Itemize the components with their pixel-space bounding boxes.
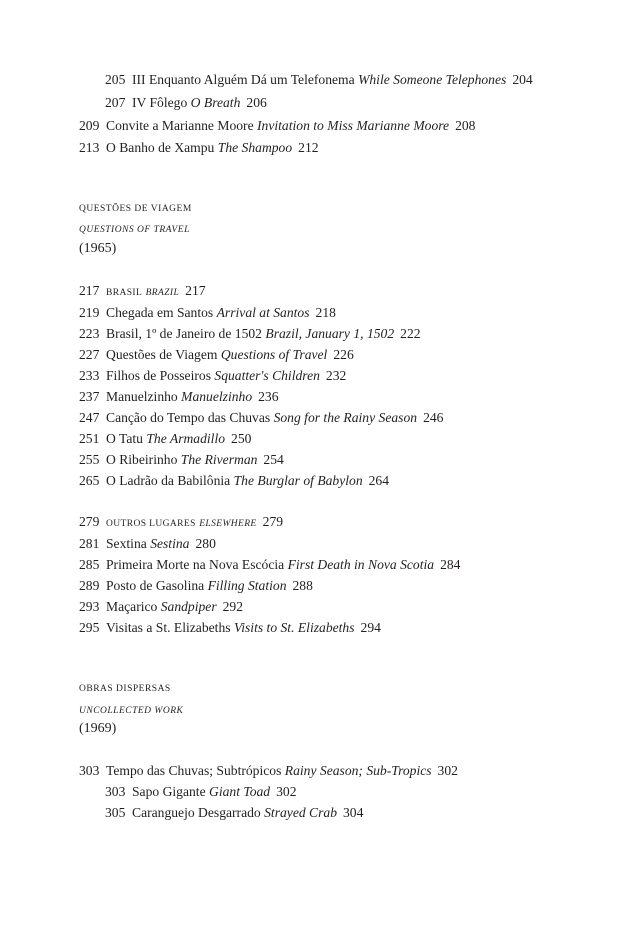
entry-page-en: 250 (231, 431, 252, 446)
entry-title-pt: Primeira Morte na Nova Escócia (106, 557, 285, 572)
toc-entry (79, 409, 443, 427)
entry-page-pt: 227 (79, 347, 100, 362)
entry-title-en: Rainy Season; Sub-Tropics (284, 763, 432, 778)
entry-page-en: 222 (400, 326, 421, 341)
entry-title-en: Sestina (150, 536, 190, 551)
entry-page-pt: 295 (79, 620, 100, 635)
entry-title-en: Strayed Crab (264, 805, 337, 820)
entry-title-en: Invitation to Miss Marianne Moore (257, 118, 450, 133)
entry-title-pt: III Enquanto Alguém Dá um Telefonema (132, 72, 355, 87)
entry-title-pt: Tempo das Chuvas; Subtrópicos (106, 763, 282, 778)
entry-page-pt: 293 (79, 599, 100, 614)
section-year: (1969) (79, 721, 117, 736)
toc-subsection (79, 513, 283, 533)
entry-page-en: 246 (423, 410, 444, 425)
entry-page-pt: 251 (79, 431, 100, 446)
entry-page-en: 212 (298, 140, 319, 155)
toc-entry (79, 556, 460, 574)
entry-page-en: 206 (246, 95, 267, 110)
toc-entry (79, 535, 216, 553)
entry-title-en: First Death in Nova Scotia (287, 557, 435, 572)
section-title-pt: QUESTÕES DE VIAGEM (79, 204, 192, 214)
entry-page-pt: 281 (79, 536, 100, 551)
subsection-page-pt: 217 (79, 283, 100, 298)
entry-title-pt: Visitas a St. Elizabeths (106, 620, 231, 635)
subsection-page-pt: 279 (79, 514, 100, 529)
entry-title-en: The Riverman (180, 452, 258, 467)
entry-title-pt: Caranguejo Desgarrado (132, 805, 261, 820)
entry-page-pt: 247 (79, 410, 100, 425)
entry-title-pt: Questões de Viagem (106, 347, 218, 362)
entry-title-pt: Manuelzinho (106, 389, 178, 404)
toc-entry (79, 388, 279, 406)
section-title-pt: OBRAS DISPERSAS (79, 684, 171, 694)
section-year: (1965) (79, 241, 117, 256)
toc-entry (79, 304, 336, 322)
entry-title-pt: Maçarico (106, 599, 158, 614)
toc-entry (79, 598, 243, 616)
toc-entry (105, 783, 297, 801)
entry-title-pt: Sapo Gigante (132, 784, 206, 799)
toc-entry (79, 430, 251, 448)
entry-page-en: 232 (325, 368, 347, 383)
entry-page-en: 204 (512, 72, 533, 87)
section-title-en: QUESTIONS OF TRAVEL (79, 225, 190, 235)
toc-entry (79, 619, 381, 637)
toc-entry (105, 94, 267, 112)
entry-page-pt: 305 (105, 805, 126, 820)
entry-title-pt: O Ribeirinho (106, 452, 178, 467)
entry-title-pt: IV Fôlego (132, 95, 188, 110)
toc-entry (79, 762, 458, 780)
entry-page-en: 284 (440, 557, 461, 572)
entry-page-en: 226 (333, 347, 354, 362)
entry-page-en: 254 (263, 452, 284, 467)
entry-title-pt: O Tatu (106, 431, 143, 446)
entry-page-en: 208 (455, 118, 476, 133)
toc-entry (105, 804, 363, 822)
entry-title-pt: Filhos de Posseiros (106, 368, 211, 383)
toc-entry (79, 117, 475, 135)
entry-page-pt: 209 (79, 118, 100, 133)
entry-page-en: 264 (368, 473, 390, 488)
section-title-en: UNCOLLECTED WORK (79, 706, 184, 716)
toc-entry (79, 346, 354, 364)
toc-entry (79, 325, 421, 343)
entry-title-en: The Armadillo (146, 431, 226, 446)
toc-subsection (79, 282, 206, 302)
subsection-title-en: ELSEWHERE (199, 519, 257, 529)
entry-title-pt: O Banho de Xampu (106, 140, 215, 155)
entry-title-en: Sandpiper (160, 599, 217, 614)
entry-page-pt: 233 (79, 368, 100, 383)
entry-title-en: The Shampoo (217, 140, 293, 155)
entry-page-en: 280 (195, 536, 216, 551)
entry-page-pt: 265 (79, 473, 100, 488)
entry-title-en: Visits to St. Elizabeths (233, 620, 355, 635)
entry-page-pt: 285 (79, 557, 100, 572)
entry-title-en: Manuelzinho (181, 389, 253, 404)
toc-entry (105, 71, 533, 89)
toc-entry (79, 451, 284, 469)
entry-title-en: Song for the Rainy Season (273, 410, 418, 425)
toc-entry (79, 577, 313, 595)
subsection-page-en: 217 (185, 283, 206, 298)
entry-page-pt: 303 (105, 784, 126, 799)
entry-page-en: 292 (222, 599, 244, 614)
entry-title-en: Arrival at Santos (216, 305, 310, 320)
entry-title-pt: Chegada em Santos (106, 305, 214, 320)
entry-page-en: 218 (315, 305, 336, 320)
entry-page-pt: 219 (79, 305, 100, 320)
subsection-title-pt: BRASIL (106, 288, 143, 298)
entry-title-en: Questions of Travel (220, 347, 328, 362)
entry-page-pt: 303 (79, 763, 100, 778)
subsection-title-en: BRAZIL (145, 288, 180, 298)
entry-title-pt: Posto de Gasolina (106, 578, 205, 593)
entry-page-en: 236 (258, 389, 279, 404)
entry-title-en: Squatter's Children (214, 368, 320, 383)
entry-page-pt: 223 (79, 326, 100, 341)
entry-title-pt: Convite a Marianne Moore (106, 118, 254, 133)
entry-page-en: 288 (292, 578, 313, 593)
entry-page-pt: 289 (79, 578, 100, 593)
entry-title-en: Filling Station (207, 578, 287, 593)
entry-title-en: Giant Toad (209, 784, 271, 799)
entry-title-pt: Brasil, 1º de Janeiro de 1502 (106, 326, 262, 341)
entry-page-en: 294 (360, 620, 381, 635)
subsection-page-en: 279 (262, 514, 284, 529)
entry-page-en: 304 (343, 805, 364, 820)
entry-page-en: 302 (437, 763, 458, 778)
entry-title-pt: O Ladrão da Babilônia (106, 473, 231, 488)
entry-title-pt: Canção do Tempo das Chuvas (106, 410, 271, 425)
entry-page-pt: 237 (79, 389, 100, 404)
entry-title-en: The Burglar of Babylon (233, 473, 363, 488)
entry-page-pt: 205 (105, 72, 126, 87)
entry-title-pt: Sextina (106, 536, 147, 551)
subsection-title-pt: OUTROS LUGARES (106, 519, 196, 529)
toc-entry (79, 139, 319, 157)
entry-page-en: 302 (276, 784, 297, 799)
entry-title-en: Brazil, January 1, 1502 (265, 326, 395, 341)
toc-entry (79, 367, 346, 385)
entry-page-pt: 207 (105, 95, 126, 110)
entry-page-pt: 255 (79, 452, 100, 467)
toc-entry (79, 472, 389, 490)
entry-page-pt: 213 (79, 140, 100, 155)
entry-title-en: O Breath (190, 95, 241, 110)
entry-title-en: While Someone Telephones (358, 72, 507, 87)
